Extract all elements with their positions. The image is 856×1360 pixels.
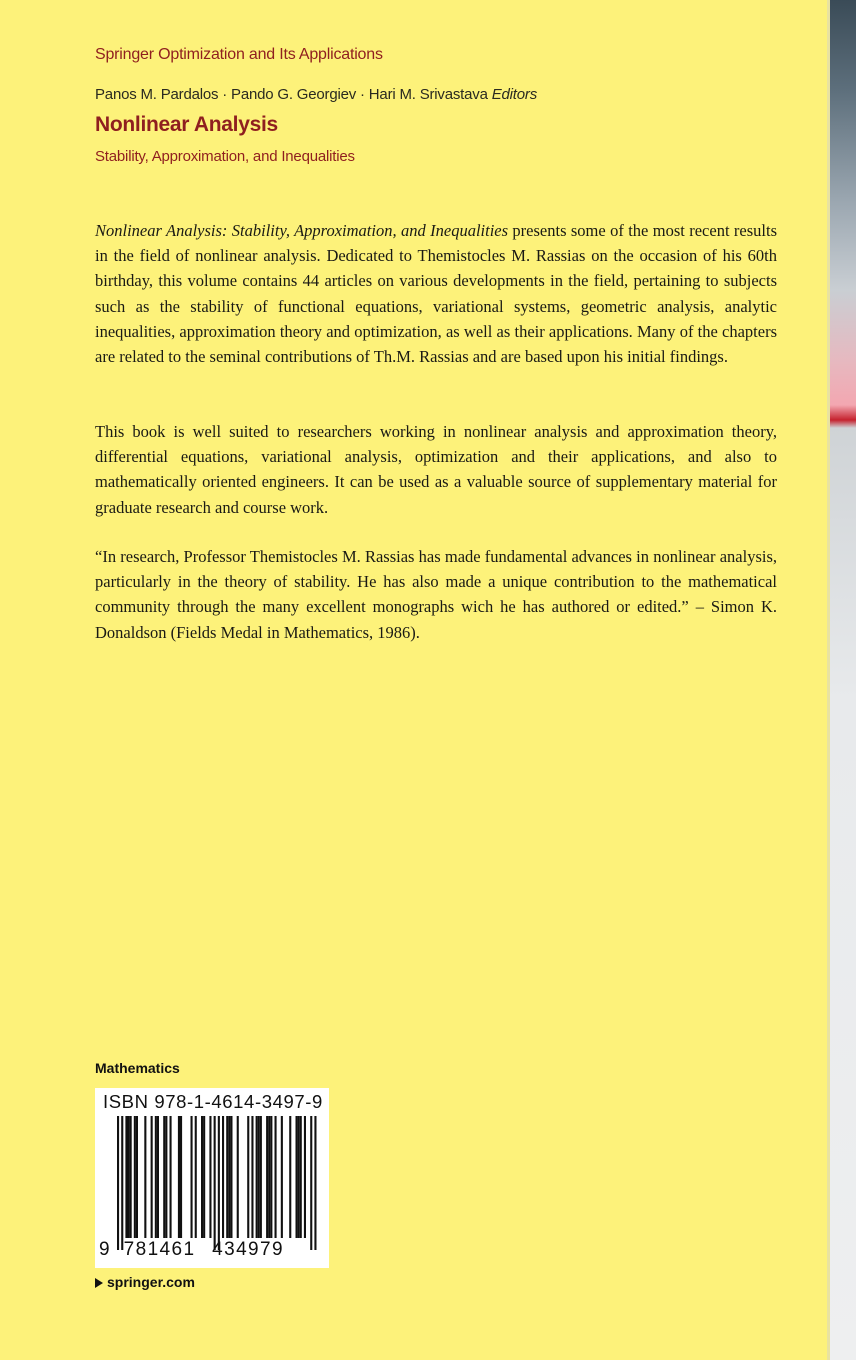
barcode-bar <box>163 1116 165 1238</box>
description-paragraph-1 <box>95 218 777 369</box>
barcode-guard-bar <box>214 1116 216 1250</box>
barcode-bar <box>270 1116 272 1238</box>
endorsement-quote: “In research, Professor Themistocles M. Rassias has made fundamental advances in nonlinear analysis, particularly in the theory of stability. He has also made a unique contribution to the mathematical community through the many excellent monographs wich he has authored or edited.” – Simon K. Donaldson (Fields Medal in Mathematics, 1986). <box>95 547 777 642</box>
barcode-bar <box>180 1116 182 1238</box>
play-arrow-icon <box>95 1278 103 1288</box>
barcode-bar <box>125 1116 127 1238</box>
barcode-bar <box>247 1116 249 1238</box>
isbn-label: ISBN 978-1-4614-3497-9 <box>103 1091 323 1112</box>
ean-left-group: 781461 <box>123 1239 196 1260</box>
barcode-guard-bar <box>314 1116 316 1250</box>
barcode-bar <box>251 1116 253 1238</box>
barcode-bar <box>230 1116 232 1238</box>
barcode-bar <box>195 1116 197 1238</box>
barcode-bar <box>134 1116 136 1238</box>
barcode-bar <box>266 1116 268 1238</box>
barcode-guard-bar <box>218 1116 220 1250</box>
ean-digits <box>95 1239 333 1261</box>
barcode-bar <box>191 1116 193 1238</box>
book-subtitle: Stability, Approximation, and Inequalities <box>95 148 355 165</box>
barcode-bar <box>203 1116 205 1238</box>
barcode-bar <box>281 1116 283 1238</box>
description-lead: Nonlinear Analysis: Stability, Approximation, and Inequalities <box>95 221 509 240</box>
editors-line <box>95 86 537 103</box>
barcode-bar <box>226 1116 228 1238</box>
book-title: Nonlinear Analysis <box>95 113 278 136</box>
barcode-bar <box>170 1116 172 1238</box>
publisher-website[interactable] <box>95 1274 195 1290</box>
editors-role: Editors <box>491 86 537 103</box>
ean-first-digit: 9 <box>99 1239 111 1260</box>
barcode-bar <box>128 1116 130 1238</box>
barcode-bar <box>222 1116 224 1238</box>
barcode-bar <box>296 1116 298 1238</box>
barcode-bar <box>209 1116 211 1238</box>
barcode-bar <box>155 1116 157 1238</box>
barcode-bar <box>144 1116 146 1238</box>
barcode-bar <box>136 1116 138 1238</box>
website-text: springer.com <box>107 1274 195 1290</box>
barcode-bar <box>268 1116 270 1238</box>
subject-category: Mathematics <box>95 1060 180 1076</box>
barcode-guard-bar <box>121 1116 123 1250</box>
ean-right-group: 434979 <box>212 1239 284 1260</box>
description-rest: presents some of the most recent results in the field of nonlinear analysis. Dedicated to Themistocles M. Rassias on the occasion of his 60th birthday, this volume contains 44 articles on various developments in the field, pertaining to subjects such as the stability of functional equations, variational systems, geometric analysis, analytic inequalities, approximation theory and optimization, as well as their applications. Many of the chapters are related to the seminal contributions of Th.M. Rassias and are based upon his initial findings. <box>95 221 777 367</box>
barcode-bar <box>157 1116 159 1238</box>
barcode-bar <box>260 1116 262 1238</box>
barcode-bar <box>300 1116 302 1238</box>
barcode-bar <box>304 1116 306 1238</box>
barcode-panel <box>95 1088 329 1268</box>
barcode-bar <box>165 1116 167 1238</box>
barcode-bar <box>201 1116 203 1238</box>
barcode-guard-bar <box>117 1116 119 1250</box>
barcode-bar <box>130 1116 132 1238</box>
description-paragraph-2: This book is well suited to researchers working in nonlinear analysis and approximation theory, differential equations, variational analysis, optimization and their applications, and also to mathematically oriented engineers. It can be used as a valuable source of supplementary material for graduate research and course work. <box>95 422 777 517</box>
barcode-bar <box>275 1116 277 1238</box>
book-spine <box>830 0 856 1360</box>
barcode-bar <box>237 1116 239 1238</box>
barcode-bar <box>258 1116 260 1238</box>
barcode-bar <box>298 1116 300 1238</box>
editor-names: Panos M. Pardalos · Pando G. Georgiev · Hari M. Srivastava <box>95 86 488 103</box>
barcode-bar <box>256 1116 258 1238</box>
barcode-bar <box>151 1116 153 1238</box>
barcode-bar <box>228 1116 230 1238</box>
barcode-guard-bar <box>310 1116 312 1250</box>
series-title: Springer Optimization and Its Applications <box>95 46 383 63</box>
barcode-bar <box>178 1116 180 1238</box>
barcode-bar <box>289 1116 291 1238</box>
